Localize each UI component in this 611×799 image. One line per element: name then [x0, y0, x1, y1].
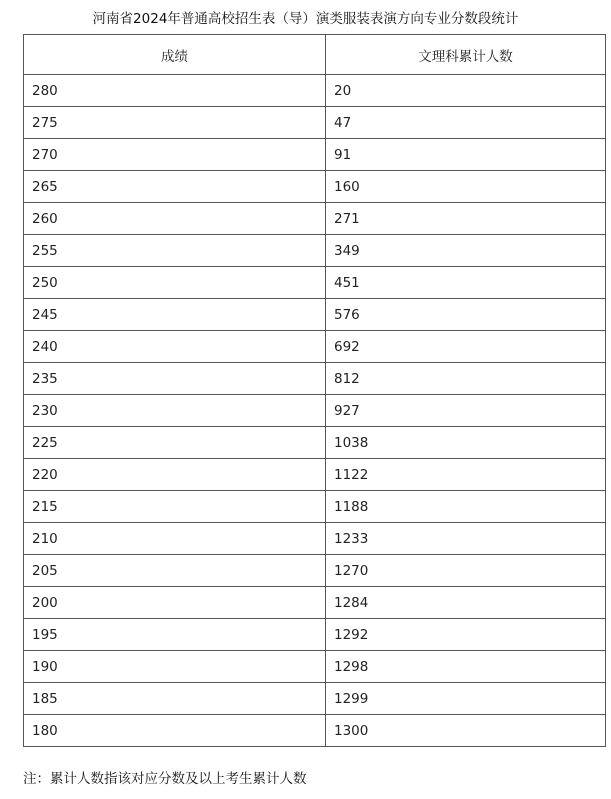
table-row — [24, 523, 606, 555]
table-row — [24, 139, 606, 171]
column-header-cumulative-count: 文理科累计人数 — [326, 35, 606, 75]
score-cell: 230 — [24, 395, 326, 427]
cumulative-count-cell: 576 — [326, 299, 606, 331]
cumulative-count-cell: 1122 — [326, 459, 606, 491]
score-cell: 215 — [24, 491, 326, 523]
cumulative-count-cell: 271 — [326, 203, 606, 235]
cumulative-count-cell: 1188 — [326, 491, 606, 523]
cumulative-count-cell: 91 — [326, 139, 606, 171]
column-header-score: 成绩 — [24, 35, 326, 75]
score-cell: 240 — [24, 331, 326, 363]
score-cell: 200 — [24, 587, 326, 619]
score-cell: 275 — [24, 107, 326, 139]
footnote: 注：累计人数指该对应分数及以上考生累计人数 — [23, 771, 307, 787]
score-cell: 270 — [24, 139, 326, 171]
cumulative-count-cell: 47 — [326, 107, 606, 139]
cumulative-count-cell: 927 — [326, 395, 606, 427]
table-row — [24, 651, 606, 683]
cumulative-count-cell: 1233 — [326, 523, 606, 555]
score-cell: 260 — [24, 203, 326, 235]
table-row — [24, 395, 606, 427]
score-cell: 250 — [24, 267, 326, 299]
table-row — [24, 363, 606, 395]
cumulative-count-cell: 812 — [326, 363, 606, 395]
score-cell: 180 — [24, 715, 326, 747]
score-cell: 220 — [24, 459, 326, 491]
table-row — [24, 683, 606, 715]
table-row — [24, 171, 606, 203]
cumulative-count-cell: 1299 — [326, 683, 606, 715]
cumulative-count-cell: 1292 — [326, 619, 606, 651]
cumulative-count-cell: 451 — [326, 267, 606, 299]
table-row — [24, 235, 606, 267]
table-row — [24, 619, 606, 651]
cumulative-count-cell: 1038 — [326, 427, 606, 459]
score-cell: 235 — [24, 363, 326, 395]
table-row — [24, 299, 606, 331]
table-row — [24, 587, 606, 619]
table-row — [24, 427, 606, 459]
table-row — [24, 203, 606, 235]
score-cell: 245 — [24, 299, 326, 331]
table-body — [24, 75, 606, 747]
score-cell: 185 — [24, 683, 326, 715]
table-header-row — [24, 35, 606, 75]
table-row — [24, 459, 606, 491]
table-row — [24, 267, 606, 299]
score-cell: 210 — [24, 523, 326, 555]
score-cell: 255 — [24, 235, 326, 267]
score-distribution-table — [23, 34, 606, 747]
score-distribution-table-container — [23, 34, 605, 747]
cumulative-count-cell: 160 — [326, 171, 606, 203]
table-row — [24, 107, 606, 139]
cumulative-count-cell: 1298 — [326, 651, 606, 683]
table-row — [24, 715, 606, 747]
score-cell: 280 — [24, 75, 326, 107]
cumulative-count-cell: 692 — [326, 331, 606, 363]
cumulative-count-cell: 1300 — [326, 715, 606, 747]
cumulative-count-cell: 1284 — [326, 587, 606, 619]
score-cell: 265 — [24, 171, 326, 203]
page-title: 河南省2024年普通高校招生表（导）演类服装表演方向专业分数段统计 — [92, 11, 519, 27]
table-row — [24, 75, 606, 107]
cumulative-count-cell: 1270 — [326, 555, 606, 587]
score-cell: 190 — [24, 651, 326, 683]
cumulative-count-cell: 20 — [326, 75, 606, 107]
cumulative-count-cell: 349 — [326, 235, 606, 267]
table-row — [24, 555, 606, 587]
table-row — [24, 491, 606, 523]
score-cell: 205 — [24, 555, 326, 587]
score-cell: 195 — [24, 619, 326, 651]
score-cell: 225 — [24, 427, 326, 459]
table-row — [24, 331, 606, 363]
